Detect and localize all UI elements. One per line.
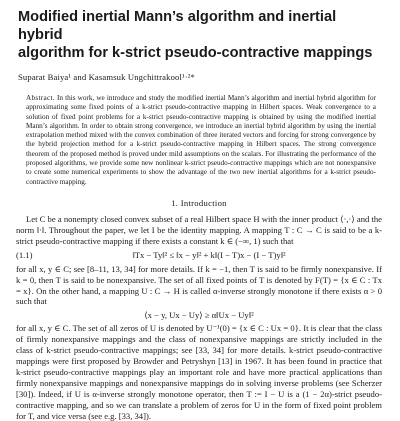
intro-paragraph-2: for all x, y ∈ C; see [8–11, 13, 34] for more details. If k = −1, then T is said to be firmly nonexpansive. If k = 0, then T is said to be nonexpansive. The set of all fixed points of T is denoted by F(T) = {x ∈ C : Tx = x}. On the other hand, a mapping U : C → H is called α-inverse strongly monotone if there exists α > 0 such that <box>16 263 382 307</box>
abstract <box>26 94 376 187</box>
section-title: 1. Introduction <box>171 197 227 208</box>
equation-number: (1.1) <box>16 249 33 260</box>
title-line-1: Modified inertial Mann’s algorithm and inertial hybrid <box>18 9 337 43</box>
equation-inverse-monotone: ⟨x − y, Ux − Uy⟩ ≥ α‖Ux − Uy‖² <box>144 310 254 321</box>
abstract-text: In this work, we introduce and study the modified inertial Mann’s algorithm and inertial hybrid algorithm for approximating some fixed points of a k-strict pseudo-contractive mapping in Hilbert spaces. Weak convergence to a solution of fixed point problems for a k-strict pseudo-contractive mapping is obtained by using the modified inertial Mann’s algorithm. In order to obtain strong convergence, we introduce an inertial hybrid algorithm by using the inertial extrapolation method mixed with the convex combination of three iterated vectors and forcing for strong convergence by the hybrid projection method for a k-strict pseudo-contractive mapping in Hilbert spaces. The strong convergence theorem of the proposed method is proved under mild assumptions on the scalars. For illustrating the performance of the proposed algorithms, we provide some new nonlinear k-strict pseudo-contractive mappings which are not nonexpansive to create some numerical experiments to show the advantage of the two new inertial algorithms for a k-strict pseudo-contractive mapping. <box>26 94 376 186</box>
equation-1-1 <box>16 247 382 264</box>
title-line-2: algorithm for k-strict pseudo-contractive mappings <box>18 45 373 61</box>
intro-paragraph-1: Let C be a nonempty closed convex subset of a real Hilbert space H with the inner product ⟨·,·⟩ and the norm ‖·‖. Throughout the paper, we let I be the identity mapping. A mapping T : C → C is said to be a k-strict pseudo-contractive mapping if there exists a constant k ∈ (−∞, 1) such that <box>16 213 382 246</box>
authors: Suparat Baiya¹ and Kasamsuk Ungchittrakool¹·²* <box>18 72 195 82</box>
equation-1-1-body: ‖Tx − Ty‖² ≤ ‖x − y‖² + k‖(I − T)x − (I − T)y‖² <box>132 249 286 260</box>
paper-title <box>18 8 382 62</box>
intro-paragraph-3: for all x, y ∈ C. The set of all zeros of U is denoted by U⁻¹(0) = {x ∈ C : Ux = 0}. It is clear that the class of firmly nonexpansive mappings and the class of nonexpansive mappings are strictly included in the class of k-strict pseudo-contractive mappings; see [33, 34] for more details. k-strict pseudo-contractive mappings were first proposed by Browder and Petryshyn [13] in 1967. It has been found in practice that k-strict pseudo-contractive mappings play an important role and have more practical applications than firmly nonexpansive mappings and nonexpansive mappings do in solving inverse problems (see Scherzer [30]). Indeed, if U is α-inverse strongly monotone operator, then T := I − U is a (1 − 2α)-strict pseudo-contractive mapping, and so we can translate a problem of zeros for U in the form of fixed point problem for T, and vice versa (see e.g. [33, 34]). <box>16 323 382 421</box>
abstract-label: Abstract. <box>26 94 55 102</box>
